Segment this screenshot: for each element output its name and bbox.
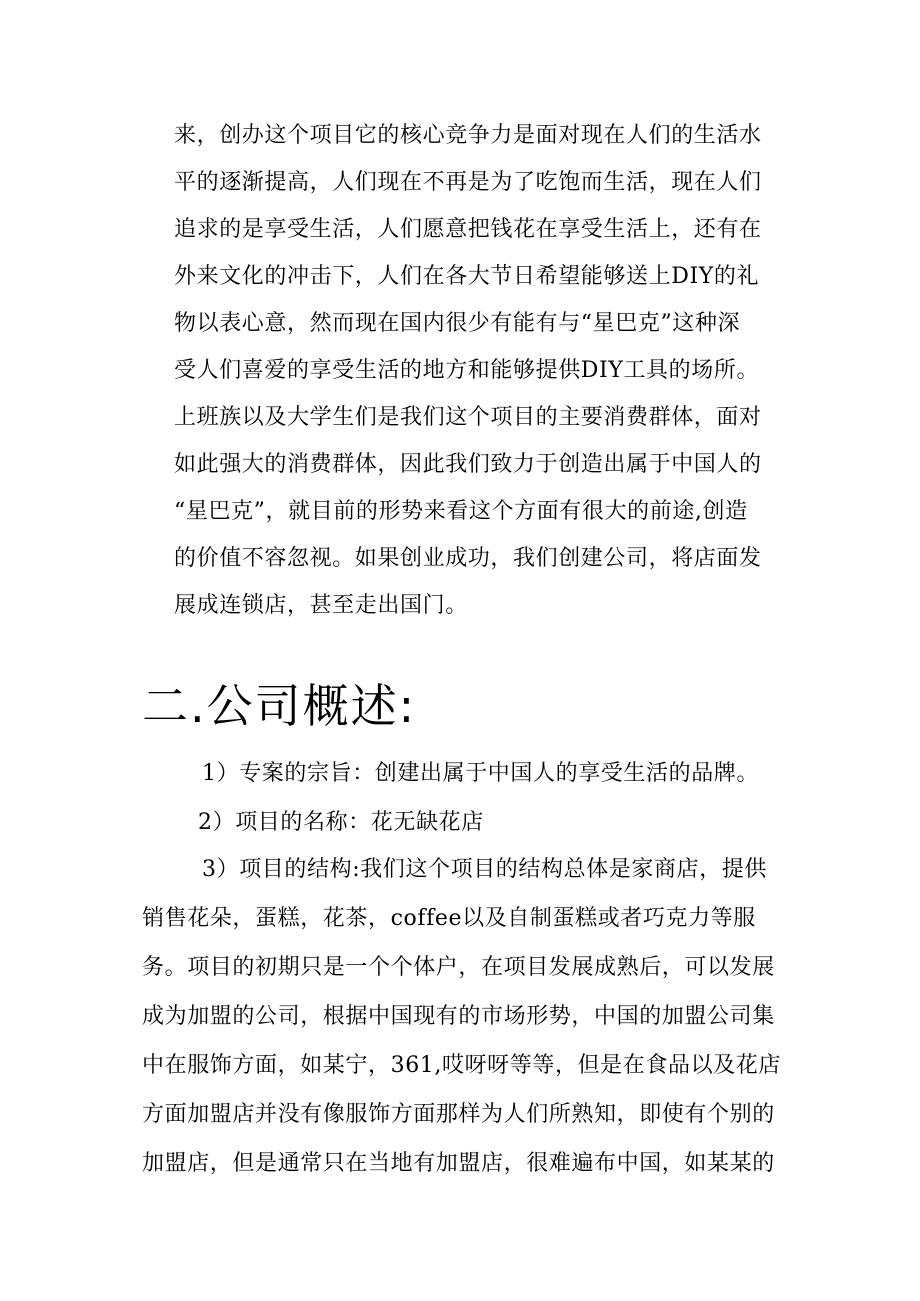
paragraph1-line-9: “星巴克”，就目前的形势来看这个方面有很大的前途,创造 <box>174 499 748 524</box>
section-heading: 二.公司概述: <box>142 679 417 733</box>
item-purpose: 1）专案的宗旨：创建出属于中国人的享受生活的品牌。 <box>202 761 759 786</box>
item-structure-line-3: 务。项目的初期只是一个个体户，在项目发展成熟后，可以发展 <box>142 955 775 980</box>
item-structure-line-5: 中在服饰方面，如某宁，361,哎呀呀等等，但是在食品以及花店 <box>142 1053 781 1078</box>
item-structure-line-1: 3）项目的结构:我们这个项目的结构总体是家商店，提供 <box>202 857 768 882</box>
item-structure-line-6: 方面加盟店并没有像服饰方面那样为人们所熟知，即使有个别的 <box>142 1102 775 1127</box>
paragraph1-line-8: 如此强大的消费群体，因此我们致力于创造出属于中国人的 <box>174 452 762 477</box>
paragraph1-line-7: 上班族以及大学生们是我们这个项目的主要消费群体，面对 <box>174 405 762 430</box>
paragraph1-line-10: 的价值不容忽视。如果创业成功，我们创建公司，将店面发 <box>174 546 762 571</box>
paragraph1-line-1: 来，创办这个项目它的核心竞争力是面对现在人们的生活水 <box>174 123 762 148</box>
item-structure-line-4: 成为加盟的公司，根据中国现有的市场形势，中国的加盟公司集 <box>142 1004 775 1029</box>
paragraph1-line-4: 外来文化的冲击下，人们在各大节日希望能够送上DIY的礼 <box>174 264 760 289</box>
item-structure-line-7: 加盟店，但是通常只在当地有加盟店，很难遍布中国，如某某的 <box>142 1151 775 1176</box>
paragraph1-line-11: 展成连锁店，甚至走出国门。 <box>174 593 468 618</box>
paragraph1-line-3: 追求的是享受生活，人们愿意把钱花在享受生活上，还有在 <box>174 217 762 242</box>
paragraph1-line-6: 受人们喜爱的享受生活的地方和能够提供DIY工具的场所。 <box>174 358 760 383</box>
paragraph1-line-5: 物以表心意，然而现在国内很少有能有与“星巴克”这种深 <box>174 311 741 336</box>
item-structure-line-2: 销售花朵，蛋糕，花茶，coffee以及自制蛋糕或者巧克力等服 <box>142 906 756 931</box>
item-project-name: 2）项目的名称：花无缺花店 <box>198 810 484 835</box>
paragraph1-line-2: 平的逐渐提高，人们现在不再是为了吃饱而生活，现在人们 <box>174 170 762 195</box>
